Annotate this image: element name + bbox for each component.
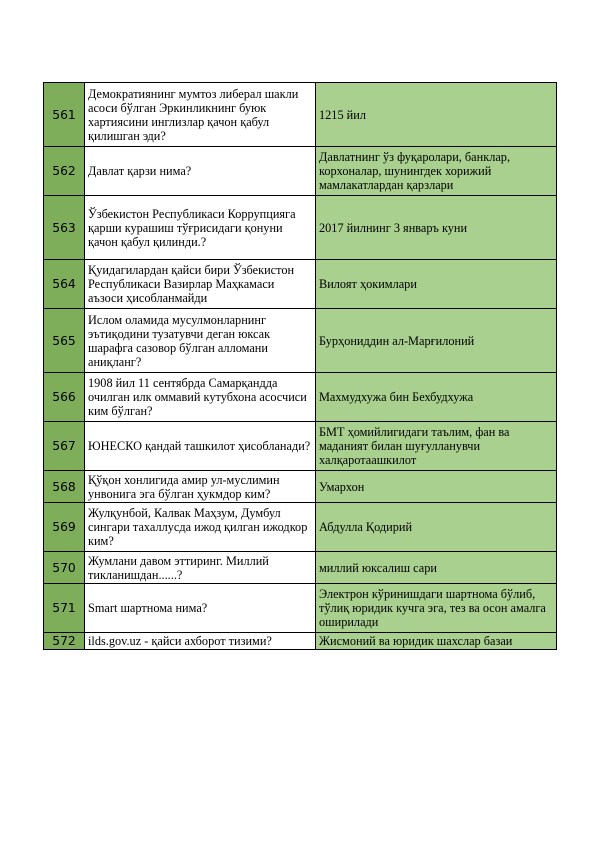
table-row [44,471,557,503]
answer-cell: Вилоят ҳокимлари [316,260,557,309]
question-cell: Ислом оламида мусулмонларнинг эътиқодини тузатувчи деган юксак шарафга сазовор бўлган алломани аниқланг? [85,309,316,373]
row-number: 572 [44,633,85,650]
answer-cell: 2017 йилнинг 3 январъ куни [316,196,557,260]
question-cell: Жулқунбой, Калвак Маҳзум, Думбул сингари тахаллусда ижод қилган ижодкор ким? [85,503,316,552]
question-cell: 1908 йил 11 сентябрда Самарқандда очилган илк оммавий кутубхона асосчиси ким бўлган? [85,373,316,422]
table-row [44,196,557,260]
answer-cell: Электрон кўринишдаги шартнома бўлиб, тўлиқ юридик кучга эга, тез ва осон амалга оширилади [316,584,557,633]
question-cell: ilds.gov.uz - қайси ахборот тизими? [85,633,316,650]
table-row [44,309,557,373]
answer-cell: миллий юксалиш сари [316,552,557,584]
question-cell: Қўқон хонлигида амир ул-муслимин унвонига эга бўлган ҳукмдор ким? [85,471,316,503]
row-number: 567 [44,422,85,471]
table-row [44,633,557,650]
table-row [44,552,557,584]
answer-cell: Давлатнинг ўз фуқаролари, банклар, корхоналар, шунингдек хорижий мамлакатлардан қарзлари [316,147,557,196]
question-cell: Ўзбекистон Республикаси Коррупцияга қарши курашиш тўғрисидаги қонуни қачон қабул қилинди.? [85,196,316,260]
row-number: 565 [44,309,85,373]
answer-cell: Жисмоний ва юридик шахслар базаи [316,633,557,650]
question-cell: Демократиянинг мумтоз либерал шакли асоси бўлган Эркинликнинг буюк хартиясини инглизлар қачон қабул қилишган эди? [85,83,316,147]
row-number: 570 [44,552,85,584]
answer-cell: Умархон [316,471,557,503]
row-number: 568 [44,471,85,503]
table-row [44,503,557,552]
answer-cell: Махмудхужа бин Бехбудхужа [316,373,557,422]
table-row [44,373,557,422]
question-cell: Қуидагилардан қайси бири Ўзбекистон Республикаси Вазирлар Маҳкамаси аъзоси ҳисобланмайди [85,260,316,309]
table-row [44,584,557,633]
row-number: 562 [44,147,85,196]
row-number: 563 [44,196,85,260]
qa-table [43,82,557,650]
question-cell: Smart шартнома нима? [85,584,316,633]
row-number: 566 [44,373,85,422]
table-row [44,83,557,147]
table-row [44,422,557,471]
row-number: 561 [44,83,85,147]
table-row [44,260,557,309]
answer-cell: 1215 йил [316,83,557,147]
question-cell: ЮНЕСКО қандай ташкилот ҳисобланади? [85,422,316,471]
row-number: 564 [44,260,85,309]
row-number: 571 [44,584,85,633]
table-row [44,147,557,196]
answer-cell: БМТ ҳомийлигидаги таълим, фан ва маданият билан шуғулланувчи халқаротаашкилот [316,422,557,471]
answer-cell: Бурҳониддин ал-Марғилоний [316,309,557,373]
answer-cell: Абдулла Қодирий [316,503,557,552]
row-number: 569 [44,503,85,552]
question-cell: Давлат қарзи нима? [85,147,316,196]
question-cell: Жумлани давом эттиринг. Миллий тикланишдан......? [85,552,316,584]
